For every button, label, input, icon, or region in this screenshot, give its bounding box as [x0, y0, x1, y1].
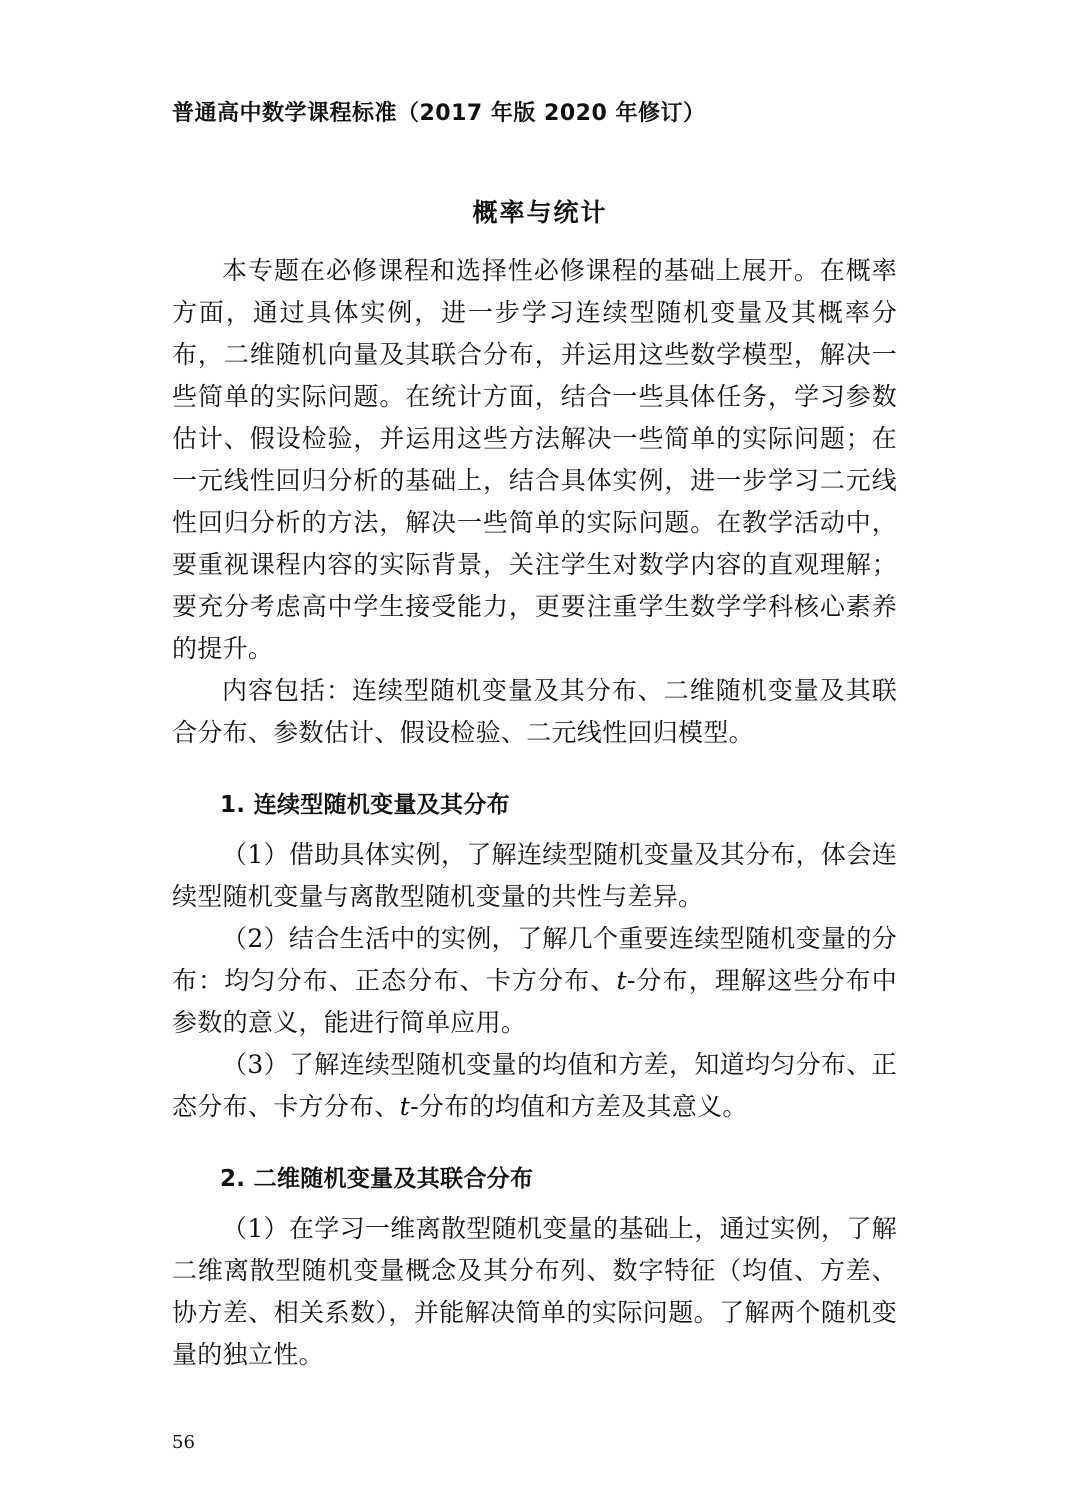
section-title: 概率与统计	[472, 198, 608, 227]
page-number: 56	[172, 1432, 195, 1453]
t-symbol: t	[616, 966, 627, 995]
topic1-item-2-text-a: （2）结合生活中的实例，了解几个重要连续型随机变量的分布：均匀分布、正态分布、卡方分布、	[172, 924, 897, 995]
intro-paragraph: 本专题在必修课程和选择性必修课程的基础上展开。在概率方面，通过具体实例，进一步学习连续型随机变量及其概率分布，二维随机向量及其联合分布，并运用这些数学模型，解决一些简单的实际问题。在统计方面，结合一些具体任务，学习参数估计、假设检验，并运用这些方法解决一些简单的实际问题；在一元线性回归分析的基础上，结合具体实例，进一步学习二元线性回归分析的方法，解决一些简单的实际问题。在教学活动中，要重视课程内容的实际背景，关注学生对数学内容的直观理解；要充分考虑高中学生接受能力，更要注重学生数学学科核心素养的提升。	[172, 256, 897, 663]
topic2-heading-block	[172, 1158, 897, 1200]
topic1-item-3-text-a: （3）了解连续型随机变量的均值和方差，知道均匀分布、正态分布、卡方分布、	[172, 1050, 897, 1121]
t-symbol: t	[399, 1092, 411, 1121]
body-text	[172, 250, 897, 1376]
running-header: 普通高中数学课程标准（2017 年版 2020 年修订）	[172, 101, 706, 126]
topic1-heading: 1. 连续型随机变量及其分布	[220, 792, 510, 818]
topic1-item-2	[172, 918, 897, 1044]
topic1-item-3-text-b: -分布的均值和方差及其意义。	[410, 1092, 748, 1121]
topic1-item-1: （1）借助具体实例，了解连续型随机变量及其分布，体会连续型随机变量与离散型随机变量的共性与差异。	[172, 840, 897, 911]
topic2-item-1: （1）在学习一维离散型随机变量的基础上，通过实例，了解二维离散型随机变量概念及其分布列、数字特征（均值、方差、协方差、相关系数），并能解决简单的实际问题。了解两个随机变量的独立性。	[172, 1214, 897, 1369]
topic1-heading-block	[172, 784, 897, 826]
contents-paragraph: 内容包括：连续型随机变量及其分布、二维随机变量及其联合分布、参数估计、假设检验、二元线性回归模型。	[172, 676, 897, 747]
topic1-item-3	[172, 1044, 897, 1128]
topic2-heading: 2. 二维随机变量及其联合分布	[220, 1166, 534, 1192]
topic1-item-2-text-b: -分布，理解这些分布中参数的意义，能进行简单应用。	[172, 966, 897, 1037]
